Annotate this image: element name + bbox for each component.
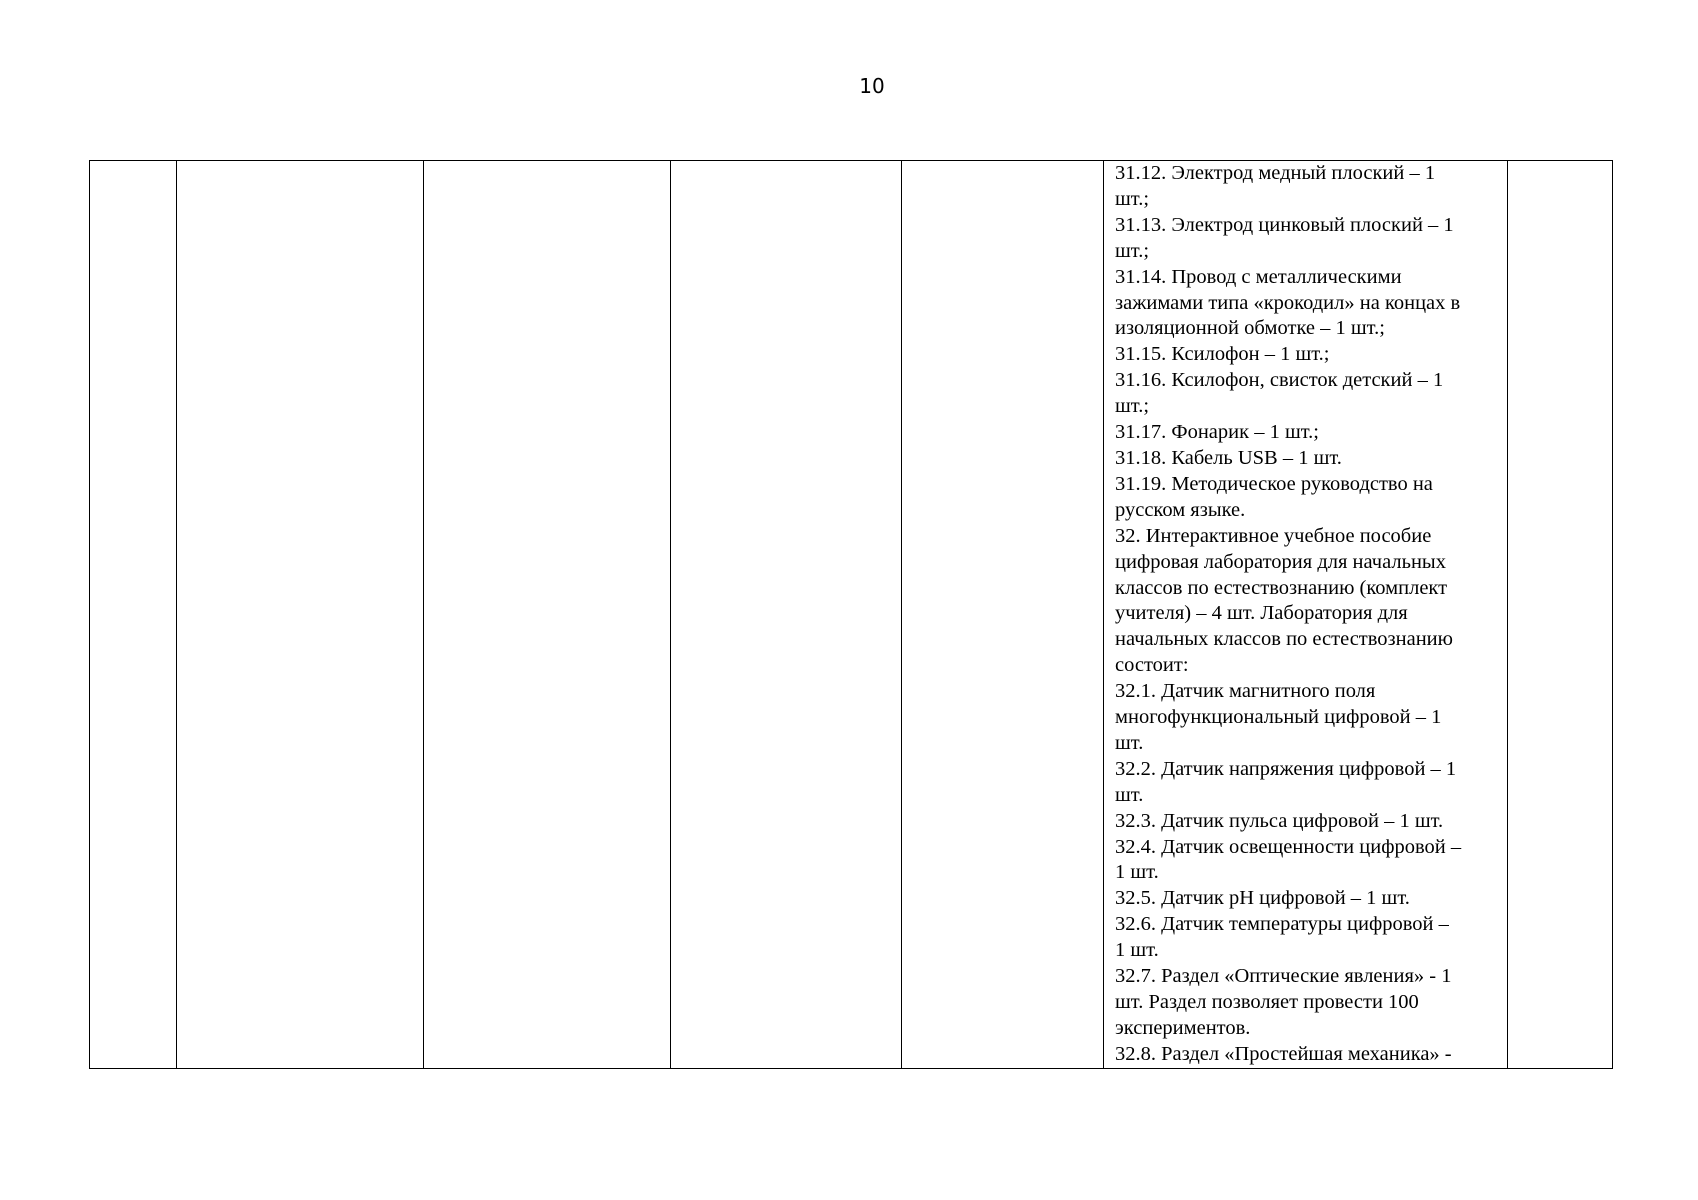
spec-line: 31.18. Кабель USB – 1 шт.: [1115, 446, 1342, 469]
spec-line: 31.12. Электрод медный плоский – 1: [1115, 162, 1436, 184]
equipment-table: [89, 160, 1613, 1069]
spec-line: цифровая лаборатория для начальных: [1115, 550, 1446, 573]
spec-line: шт.: [1115, 731, 1144, 754]
spec-line: начальных классов по естествознанию: [1115, 628, 1453, 651]
spec-line: шт.;: [1115, 187, 1150, 210]
spec-line: русском языке.: [1115, 498, 1246, 521]
spec-line: учителя) – 4 шт. Лаборатория для: [1115, 602, 1408, 625]
spec-line: 32.3. Датчик пульса цифровой – 1 шт.: [1115, 809, 1444, 832]
spec-line: 32. Интерактивное учебное пособие: [1115, 524, 1432, 547]
spec-line: шт.;: [1115, 239, 1150, 262]
spec-line: шт. Раздел позволяет провести 100: [1115, 991, 1419, 1013]
table-cell-specification: [1104, 161, 1508, 1069]
spec-line: 32.2. Датчик напряжения цифровой – 1: [1115, 757, 1457, 780]
table-cell-column-4: [671, 161, 902, 1069]
spec-line: 32.7. Раздел «Оптические явления» - 1: [1115, 965, 1452, 988]
spec-line: 1 шт.: [1115, 861, 1159, 884]
table-cell-number: [90, 161, 177, 1069]
spec-line: 31.16. Ксилофон, свисток детский – 1: [1115, 369, 1444, 392]
spec-line: 31.15. Ксилофон – 1 шт.;: [1115, 343, 1330, 366]
spec-line: изоляционной обмотке – 1 шт.;: [1115, 317, 1385, 340]
spec-line: классов по естествознанию (комплект: [1115, 576, 1448, 599]
table-cell-column-2: [177, 161, 424, 1069]
table-cell-column-5: [902, 161, 1104, 1069]
spec-line: 31.17. Фонарик – 1 шт.;: [1115, 421, 1319, 444]
spec-line: шт.: [1115, 783, 1144, 806]
spec-line: 32.5. Датчик pH цифровой – 1 шт.: [1115, 887, 1410, 910]
table-cell-last: [1508, 161, 1613, 1069]
spec-line: 32.4. Датчик освещенности цифровой –: [1115, 835, 1462, 858]
table-cell-column-3: [424, 161, 671, 1069]
spec-line: экспериментов.: [1115, 1016, 1251, 1039]
spec-line: 32.8. Раздел «Простейшая механика» -: [1115, 1042, 1452, 1065]
spec-line: 32.6. Датчик температуры цифровой –: [1115, 913, 1449, 936]
spec-line: 31.14. Провод с металлическими: [1115, 265, 1402, 288]
spec-line: зажимами типа «крокодил» на концах в: [1115, 291, 1461, 314]
spec-line: 32.1. Датчик магнитного поля: [1115, 680, 1376, 703]
spec-line: состоит:: [1115, 654, 1189, 677]
spec-line: 31.13. Электрод цинковый плоский – 1: [1115, 213, 1454, 236]
table-row: [90, 161, 1613, 1069]
spec-line: 1 шт.: [1115, 939, 1159, 962]
spec-line: шт.;: [1115, 395, 1150, 418]
spec-line: многофункциональный цифровой – 1: [1115, 706, 1442, 729]
spec-line: 31.19. Методическое руководство на: [1115, 472, 1433, 495]
page-number: 10: [859, 74, 885, 98]
